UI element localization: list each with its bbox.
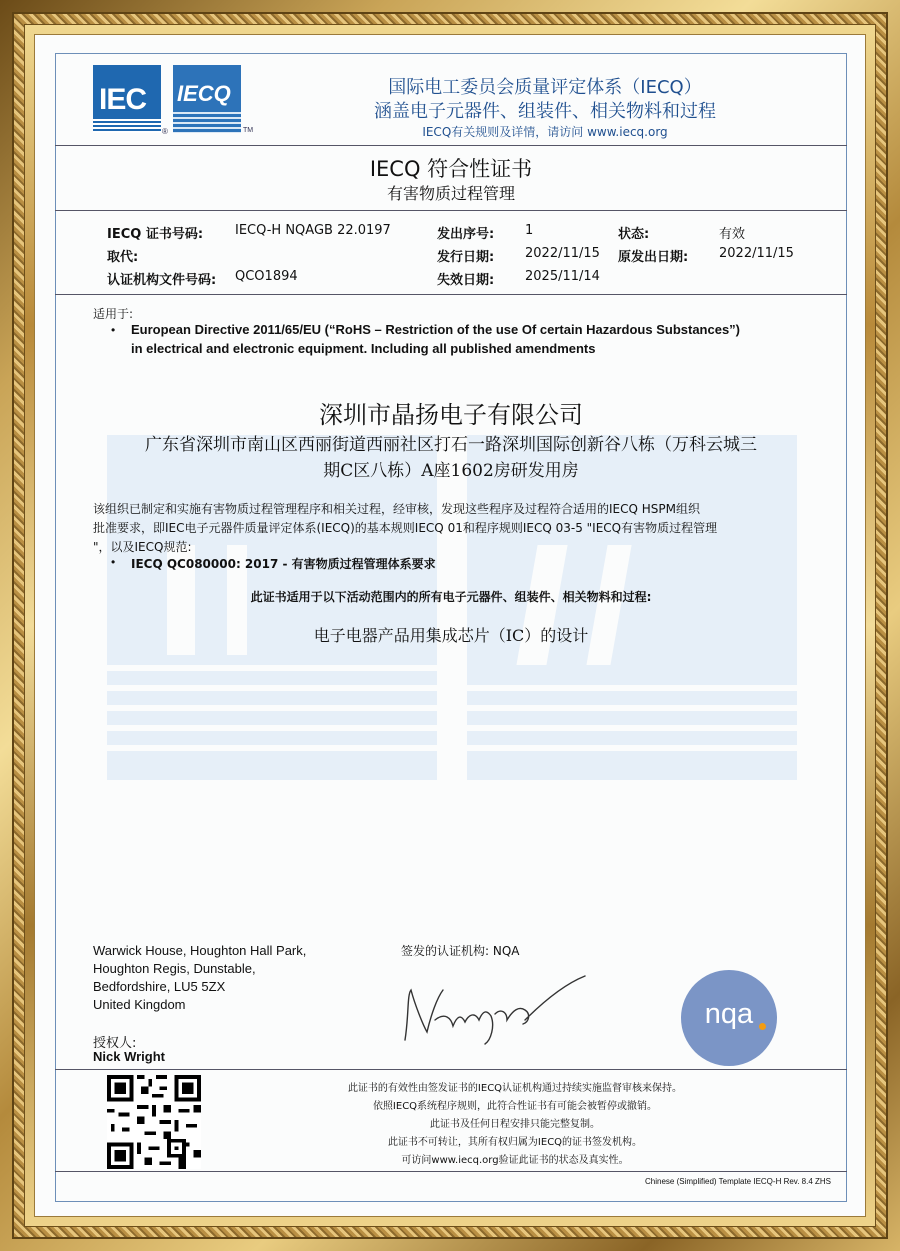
divider	[55, 145, 847, 146]
iecq-watermark	[107, 435, 797, 780]
statement-line-2: 批准要求，即IEC电子元器件质量评定体系(IECQ)的基本规则IECQ 01和程序规则IECQ 03-5 "IECQ有害物质过程管理	[93, 521, 718, 535]
issuer-address	[93, 942, 306, 1014]
replaces-label: 取代:	[107, 250, 139, 265]
doc-no-value: QCO1894	[235, 269, 298, 284]
note-line: 可访问www.iecq.org验证此证书的状态及真实性。	[401, 1155, 629, 1166]
company-address-line-2: 期C区八栋）A座1602房研发用房	[323, 461, 579, 481]
certificate-paper	[34, 34, 866, 1217]
note-line: 此证书及任何日程安排只能完整复制。	[430, 1119, 600, 1130]
divider	[55, 1171, 847, 1172]
note-line: 依照IECQ系统程序规则，此符合性证书有可能会被暂停或撤销。	[372, 1101, 658, 1112]
certificate-title: IECQ 符合性证书	[369, 157, 533, 181]
qr-code	[107, 1075, 201, 1169]
iec-logo-text: IEC	[99, 83, 147, 116]
authorized-label: 授权人:	[93, 1036, 137, 1051]
iecq-logo-text: IECQ	[177, 81, 231, 106]
statement-line-3: "，以及IECQ规范:	[93, 540, 192, 554]
header-website: IECQ有关规则及详情，请访问 www.iecq.org	[422, 125, 668, 139]
note-line: 此证书不可转让，其所有权归属为IECQ的证书签发机构。	[387, 1137, 643, 1148]
issuer-address-line: Houghton Regis, Dunstable,	[93, 961, 256, 976]
issue-no-value: 1	[525, 223, 534, 238]
company-address-line-1: 广东省深圳市南山区西丽街道西丽社区打石一路深圳国际创新谷八栋（万科云城三	[145, 435, 757, 455]
standard-reference: IECQ QC080000: 2017 - 有害物质过程管理体系要求	[131, 557, 436, 571]
bullet: •	[111, 323, 116, 337]
header-subtitle: 涵盖电子元器件、组装件、相关物料和过程	[374, 101, 716, 122]
iecq-logo-stripes	[173, 109, 241, 133]
applies-label: 适用于:	[93, 307, 134, 321]
header-title: 国际电工委员会质量评定体系（IECQ）	[388, 77, 702, 98]
status-label: 状态:	[618, 227, 650, 242]
status-value: 有效	[719, 227, 746, 242]
cert-no-value: IECQ-H NQAGB 22.0197	[235, 223, 391, 238]
cert-no-label: IECQ 证书号码:	[107, 227, 204, 242]
company-name: 深圳市晶扬电子有限公司	[319, 401, 583, 429]
nqa-logo-text: nqa	[704, 998, 754, 1030]
orig-date-label: 原发出日期:	[618, 250, 689, 265]
iec-logo-stripes	[93, 117, 161, 133]
issue-date-label: 发行日期:	[437, 250, 495, 265]
issuing-body: 签发的认证机构: NQA	[401, 944, 520, 958]
doc-no-label: 认证机构文件号码:	[107, 273, 217, 288]
issue-no-label: 发出序号:	[437, 227, 495, 242]
divider	[55, 1069, 847, 1070]
scope-text: 电子电器产品用集成芯片（IC）的设计	[313, 626, 589, 645]
divider	[55, 294, 847, 295]
signature	[395, 970, 595, 1050]
issuer-address-line: Warwick House, Houghton Hall Park,	[93, 943, 307, 958]
nqa-logo	[681, 970, 777, 1066]
trademark-mark: TM	[243, 127, 254, 134]
template-reference: Chinese (Simplified) Template IECQ-H Rev. 8.4 ZHS	[645, 1177, 831, 1186]
note-line: 此证书的有效性由签发证书的IECQ认证机构通过持续实施监督审核来保持。	[347, 1083, 683, 1094]
statement-line-1: 该组织已制定和实施有害物质过程管理程序和相关过程，经审核，发现这些程序及过程符合适用的IECQ HSPM组织	[93, 502, 700, 516]
registered-mark: ®	[162, 127, 168, 136]
divider	[55, 210, 847, 211]
nqa-logo-dot	[759, 1023, 766, 1030]
issuer-address-line: Bedfordshire, LU5 5ZX	[93, 979, 226, 994]
iec-logo	[93, 65, 161, 133]
issue-date-value: 2022/11/15	[525, 246, 600, 261]
directive-line-2: in electrical and electronic equipment. Including all published amendments	[131, 341, 596, 356]
orig-date-value: 2022/11/15	[719, 246, 794, 261]
scope-heading: 此证书适用于以下活动范围内的所有电子元器件、组装件、相关物料和过程:	[250, 590, 652, 604]
expiry-value: 2025/11/14	[525, 269, 600, 284]
certificate-subtitle: 有害物质过程管理	[386, 184, 515, 203]
authorized-name: Nick Wright	[93, 1049, 165, 1064]
iecq-logo	[173, 65, 241, 133]
issuer-address-line: United Kingdom	[93, 997, 186, 1012]
bullet: •	[111, 555, 116, 569]
directive-line-1: European Directive 2011/65/EU (“RoHS – Restriction of the use Of certain Hazardous Substances”)	[131, 322, 741, 337]
expiry-label: 失效日期:	[437, 273, 495, 288]
